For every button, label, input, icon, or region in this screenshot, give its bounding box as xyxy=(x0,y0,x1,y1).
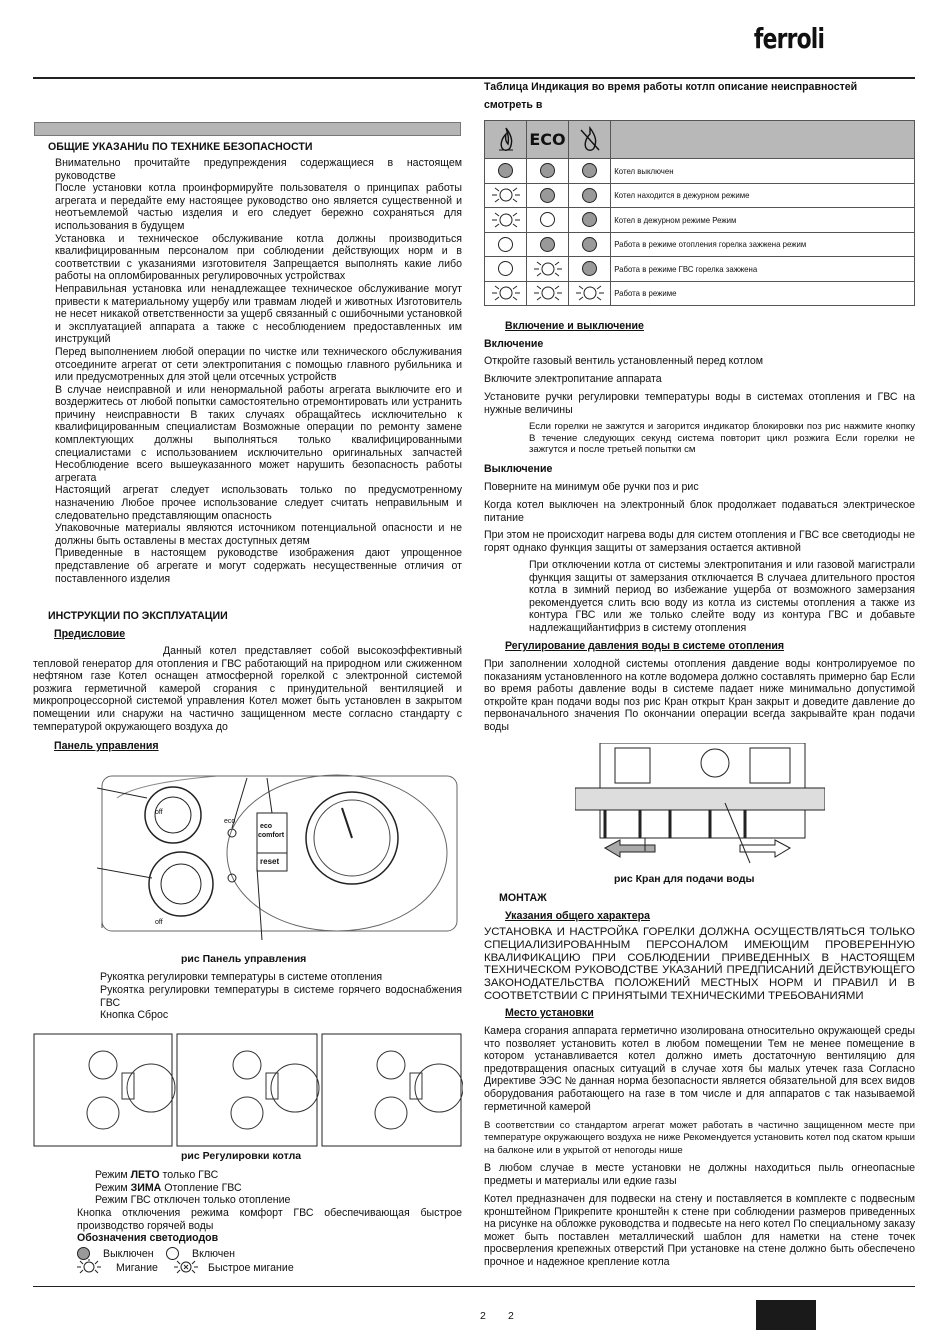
off-step: Когда котел выключен на электронный блок продолжает подаваться электрическое питание xyxy=(484,499,915,524)
mode-dhw-off: Режим ГВС отключен только отопление xyxy=(95,1194,291,1206)
off-step: Поверните на минимум обе ручки поз и рис xyxy=(484,481,699,493)
fill-valve-figure xyxy=(575,743,825,870)
table-caption-ref: смотреть в xyxy=(484,99,543,111)
language-tab xyxy=(756,1300,816,1330)
on-step: Включите электропитание аппарата xyxy=(484,373,662,385)
onoff-heading: Включение и выключение xyxy=(505,320,644,332)
safety-item: В случае неисправной и или ненормальной работы агрегата выключите его и воздержитесь от любой попытки самостоятельно отремонтировать или устранить причину неисправности В таких случаях обращайтесь исключительно к квалифицированным специалистам Возможные операции по ремонту замене комплектующих должны выполняться только квалифицированными специалистами с использованием исключительно оригинальных запчастей Несоблюдение всего вышеуказанного может нарушить безопасность работы агрегата xyxy=(55,383,462,484)
panel-heading: Панель управления xyxy=(54,740,159,752)
safety-list xyxy=(55,157,462,585)
mounting-heading: МОНТАЖ xyxy=(499,892,547,904)
pressure-text: При заполнении холодной системы отопления давдение воды контролируемое по показаниям установленного на котле водомера должно составлять примерно бар Если во время работы давление воды в системе падает ниже минимально допустимой откройте кран подачи воды поз рис Кран открыт Кран закрыт и доведите давление до первоначального значения По окончании операции всегда закрывайте кран подачи воды xyxy=(484,658,915,733)
table-row: Работа в режиме отопления горелка зажжена режим xyxy=(611,232,891,257)
frost-note: При отключении котла от системы электропитания и или газовой магистрали функция защиты от замерзания отключается В случаеа длительного простоя котла в зимний период во избежание ущерба от возможного замерзания рекомендуется слить всю воду из котла из системы отопления а также из контура ГВС или же только слейте воду из контура ГВС и добавьте надлежащийантифриз в систему отопления xyxy=(529,559,915,634)
led-off-label: Выключен xyxy=(103,1248,154,1260)
table-row: Работа в режиме xyxy=(611,281,891,306)
location-text-2: В любом случае в месте установки не должны находиться пыль огнеопасные предметы и материалы или едкие газы xyxy=(484,1162,915,1187)
led-fast-blink-icon xyxy=(172,1259,200,1275)
control-panel-figure xyxy=(97,758,465,943)
on-heading: Включение xyxy=(484,338,544,350)
off-heading: Выключение xyxy=(484,463,553,475)
led-blink-icon xyxy=(75,1259,103,1275)
figure-caption: рис Регулировки котла xyxy=(181,1150,302,1162)
safety-item: После установки котла проинформируйте пользователя о принципах работы агрегата и передайте ему настоящее руководство оно является существенной и неотъемлемой частью изделия и его следует бережно сохраняться для использования в будущем xyxy=(55,182,462,232)
table-row: Работа в режиме ГВС горелка зажжена xyxy=(611,257,891,282)
reset-button[interactable]: reset xyxy=(260,857,280,866)
preface-text: Данный котел представляет собой высокоэффективный тепловой генератор для отопления и ГВС работающий на природном или сжиженном нефтяном газе Котел оснащен атмосферной горелкой с электронной системой розжига герметичной камерой сгорания с принудительной вентиляцией и микропроцессорной системой управления Котел может быть установлен в закрытом помещении или снаружи на частично защищенном месте согласно стандарту с температурой окружающего воздуха до xyxy=(33,645,462,733)
header-rule xyxy=(33,77,915,79)
table-row: Котел в дежурном режиме Режим xyxy=(611,208,891,233)
figure-caption: рис Кран для подачи воды xyxy=(614,873,755,885)
led-on-label: Включен xyxy=(192,1248,235,1260)
led-status-table xyxy=(484,120,915,306)
ferroli-logo: ferroli xyxy=(753,22,824,55)
page-number: 2 xyxy=(508,1310,514,1322)
figure-caption: рис Панель управления xyxy=(181,953,307,965)
general-text: УСТАНОВКА И НАСТРОЙКА ГОРЕЛКИ ДОЛЖНА ОСУЩЕСТВЛЯТЬСЯ ТОЛЬКО СПЕЦИАЛИЗИРОВАННЫМ ПЕРСОНАЛОМ ИМЕЮЩИМ ПРОВЕРЕННУЮ КВАЛИФИКАЦИЮ ПРИ СОБЛЮДЕНИИ ПРИВЕДЕННЫХ В НАСТОЯЩЕМ ТЕХНИЧЕСКОМ РУКОВОДСТВЕ УКАЗАНИЙ ПРЕДПИСАНИЙ ДЕЙСТВУЮЩЕГО ЗАКОНОДАТЕЛЬСТВА ПОЛОЖЕНИЙ МЕСТНЫХ НОРМ И ПРАВИЛ И В СООТВЕТСТВИИ С ПРИНЯТЫМИ ТЕХНИЧЕСКИМИ ТРЕБОВАНИЯМИ xyxy=(484,926,915,1002)
led-legend-title: Обозначения светодиодов xyxy=(77,1232,219,1244)
off-label: off xyxy=(155,919,163,926)
safety-heading: ОБЩИЕ УКАЗАНИu ПО ТЕХНИКЕ БЕЗОПАСНОСТИ xyxy=(48,141,313,153)
location-text-3: Котел предназначен для подвески на стену и поставляется в комплекте с подвесным кронштейном Прикрепите кронштейн к стене при соблюдении размеров приведенных на рисунке на обложке руководства и подвесьте на него котел По специальному заказу может быть поставлен металлический шаблон для наметки на стене точек просверления крепежных отверстий При установке на стене должно быть обеспечено прочное и надежное крепление котла xyxy=(484,1193,915,1268)
safety-item: Внимательно прочитайте предупреждения содержащиеся в настоящем руководстве xyxy=(55,157,462,182)
on-step: Откройте газовый вентиль установленный перед котлом xyxy=(484,355,764,367)
general-heading: Указания общего характера xyxy=(505,910,650,922)
safety-item: Неправильная установка или ненадлежащее техническое обслуживание могут привести к материальному ущербу или травмам людей и животных Изготовитель не несет никакой ответственности за ущерб связанный с ошибочными установкой и эксплуатацией аппарата а также с несоблюдением предоставленных им инструкций xyxy=(55,282,462,346)
page-number: 2 xyxy=(480,1310,486,1322)
operation-heading: ИНСТРУКЦИИ ПО ЭКСПЛУАТАЦИИ xyxy=(48,610,228,622)
off-label: off xyxy=(155,809,163,816)
table-caption: Таблица Индикация во время работы котлп описание неисправностей xyxy=(484,81,858,93)
flame-icon xyxy=(485,121,527,159)
led-fast-blink-label: Быстрое мигание xyxy=(208,1262,294,1274)
mode-winter: Режим ЗИМА Отопление ГВС xyxy=(95,1182,242,1194)
location-note: В соответствии со стандартом агрегат может работать в частично защищенном месте при температуре окружающего воздуха не ниже Рекомендуется установить котел под скатом крыши на балконе или в укрытой от непогоды нише xyxy=(484,1120,915,1156)
table-row: Котел выключен xyxy=(611,159,891,184)
table-row: Котел находится в дежурном режиме xyxy=(611,183,891,208)
fault-flame-icon xyxy=(569,121,611,159)
eco-icon: ECO xyxy=(527,121,569,159)
legend-item: Кнопка Сброс xyxy=(100,1009,169,1021)
eco-label: eco xyxy=(224,818,236,825)
safety-item: Перед выполнением любой операции по чистке или технического обслуживания отсоедините агрегат от сети электропитания с помощью главного рубильника и или предусмотренных для этой цели отсечных устройств xyxy=(55,345,462,384)
legend-item: Рукоятка регулировки температуры в системе отопления xyxy=(100,971,383,983)
led-blink-label: Мигание xyxy=(116,1262,158,1274)
section-bar xyxy=(34,122,461,136)
preface-heading: Предисловие xyxy=(54,628,126,640)
boiler-modes-figure xyxy=(33,1033,463,1148)
safety-item: Приведенные в настоящем руководстве изображения дают упрощенное представление об агрегате и могут содержать несущественные отличия от поставленного изделия xyxy=(55,547,462,585)
legend-item: Рукоятка регулировки температуры в системе горячего водоснабжения ГВС xyxy=(100,984,462,1009)
comfort-description: Кнопка отключения режима комфорт ГВС обеспечивающая быстрое производство горячей воды xyxy=(77,1207,462,1232)
comfort-label: comfort xyxy=(258,832,285,839)
location-heading: Место установки xyxy=(505,1007,594,1019)
safety-item: Установка и техническое обслуживание котла должны производиться квалифицированным персоналом при соблюдении действующих норм и в соответствии с указаниями изготовителя Запрещается выполнять какие либо работы на опломбированных регулировочных устройствах xyxy=(55,232,462,283)
eco-button-label[interactable]: eco xyxy=(260,823,273,830)
mode-summer: Режим ЛЕТО только ГВС xyxy=(95,1169,219,1181)
safety-item: Упаковочные материалы являются источником потенциальной опасности и не должны быть оставлены в местах доступных детям xyxy=(55,522,462,547)
pressure-heading: Регулирование давления воды в системе отопления xyxy=(505,640,785,652)
safety-item: Настоящий агрегат следует использовать только по предусмотренному назначению Любое прочее использование следует считать неправильным и следовательно представляющим опасность xyxy=(55,484,462,522)
footer-rule xyxy=(33,1286,915,1287)
off-step: При этом не происходит нагрева воды для систем отопления и ГВС все светодиоды не горят однако функция защиты от замерзания остается активной xyxy=(484,529,915,554)
on-step: Установите ручки регулировки температуры воды в системах отопления и ГВС на нужные величины xyxy=(484,391,915,416)
location-text: Камера сгорания аппарата герметично изолирована относительно окружающей среды что позволяет установить котел в любом помещении Тем не менее помещение в котором устанавливается котел должно иметь достаточную вентиляцию для предотвращения опасных ситуаций в случае хотя бы малых утечек газа Согласно Директиве ЭЭС № данная норма безопасности является обязательной для всех видов оборудования работающего на газе в том числе и для аппаратов с так называемой герметичной камерой xyxy=(484,1025,915,1113)
on-note: Если горелки не зажгутся и загорится индикатор блокировки поз рис нажмите кнопку В течение следующих секунд система повторит цикл розжига Если горелки не зажгутся и после третьей попытки см xyxy=(529,421,915,456)
